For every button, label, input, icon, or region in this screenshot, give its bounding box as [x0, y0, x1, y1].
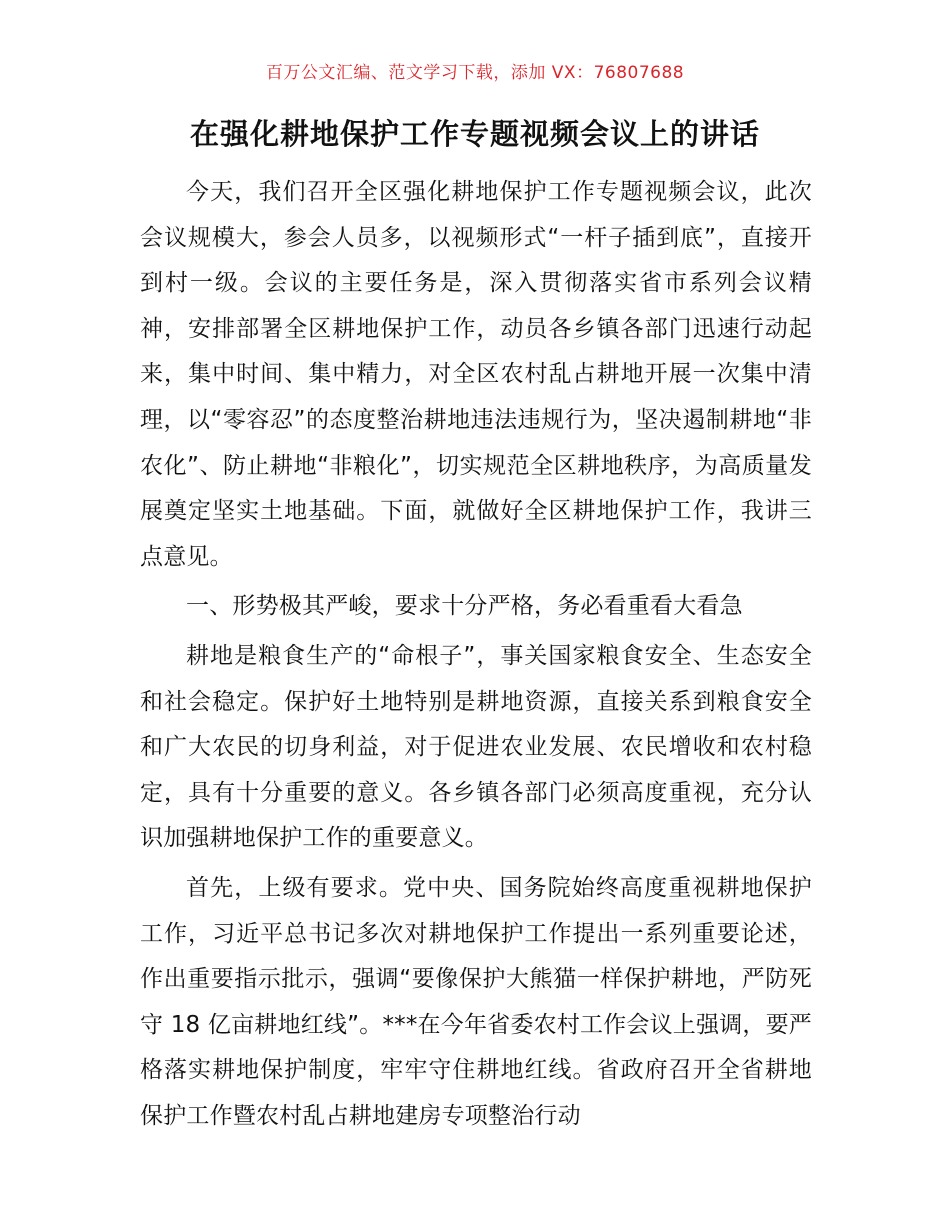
- section-heading-1: 一、形势极其严峻，要求十分严格，务必看重看大看急: [186, 593, 743, 620]
- paragraph-farmland-importance: 耕地是粮食生产的“命根子”，事关国家粮食安全、生态安全和社会稳定。保护好土地特别是耕地资源，直接关系到粮食安全和广大农民的切身利益，对于促进农业发展、农民增收和农村稳定，具有十分重要的意义。各乡镇各部门必须高度重视，充分认识加强耕地保护工作的重要意义。: [140, 642, 812, 852]
- paragraph-intro: 今天，我们召开全区强化耕地保护工作专题视频会议，此次会议规模大，参会人员多，以视频形式“一杆子插到底”，直接开到村一级。会议的主要任务是，深入贯彻落实省市系列会议精神，安排部署全区耕地保护工作，动员各乡镇各部门迅速行动起来，集中时间、集中精力，对全区农村乱占耕地开展一次集中清理，以“零容忍”的态度整治耕地违法违规行为，坚决遏制耕地“非农化”、防止耕地“非粮化”，切实规范全区耕地秩序，为高质量发展奠定坚实土地基础。下面，就做好全区耕地保护工作，我讲三点意见。: [140, 179, 812, 570]
- paragraph-superior-requirements: 首先，上级有要求。党中央、国务院始终高度重视耕地保护工作，习近平总书记多次对耕地保护工作提出一系列重要论述，作出重要指示批示，强调“要像保护大熊猫一样保护耕地，严防死守 18 亿亩耕地红线”。***在今年省委农村工作会议上强调，要严格落实耕地保护制度，牢牢守住耕地红线。省政府召开全省耕地保护工作暨农村乱占耕地建房专项整治行动: [140, 874, 812, 1129]
- document-title: 在强化耕地保护工作专题视频会议上的讲话: [189, 117, 760, 151]
- header-watermark-note: 百万公文汇编、范文学习下载，添加 VX：76807688: [265, 63, 685, 83]
- document-body: [140, 170, 812, 1139]
